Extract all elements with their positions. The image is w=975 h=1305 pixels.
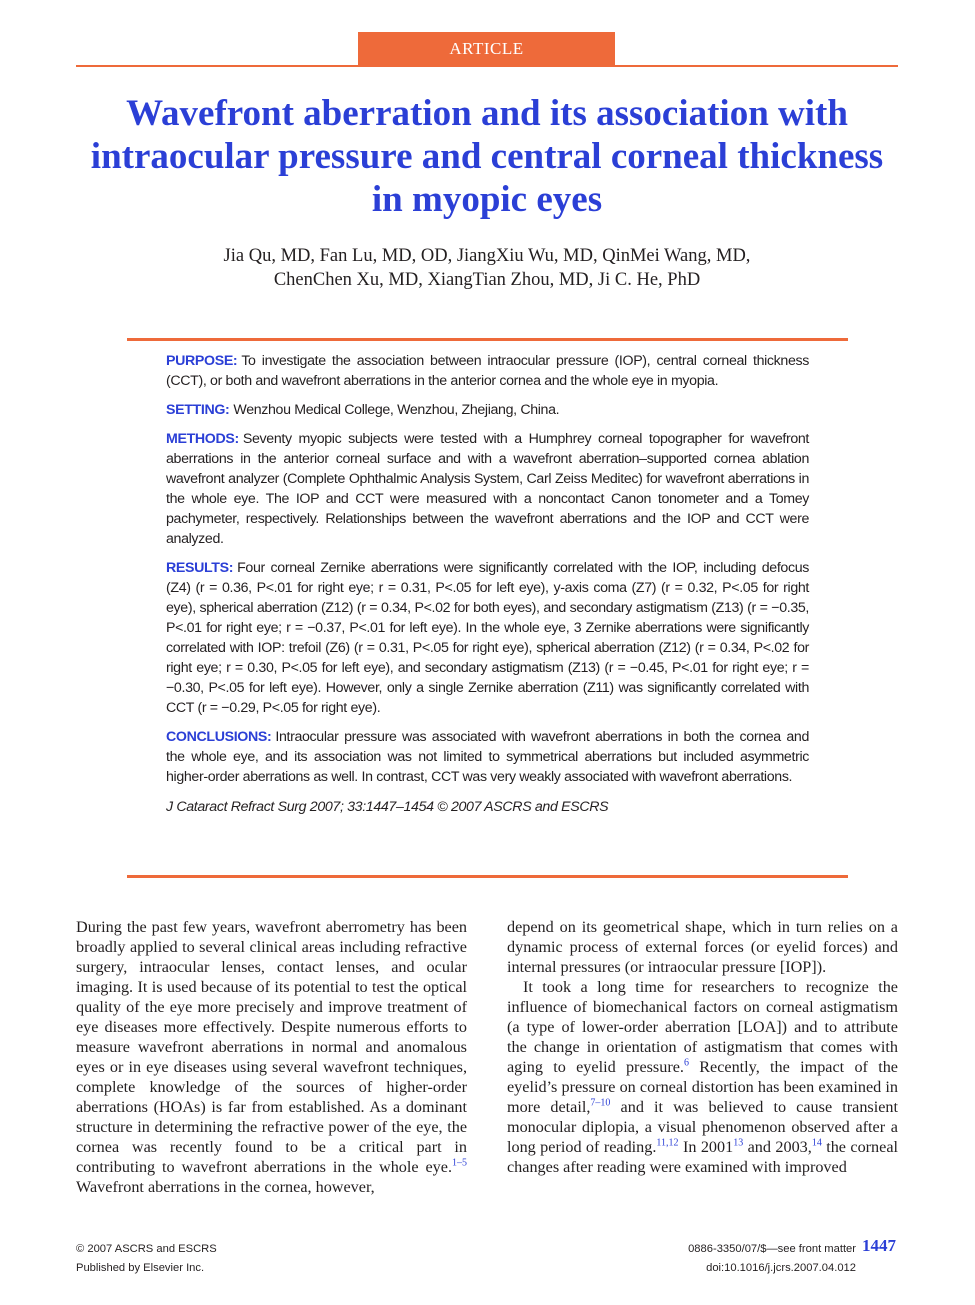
body-paragraph (507, 977, 898, 1177)
methods-heading: METHODS: (166, 431, 239, 447)
reference-link[interactable]: 6 (683, 1057, 689, 1069)
setting-heading: SETTING: (166, 402, 230, 418)
abstract-conclusions (166, 727, 809, 787)
results-text: Four corneal Zernike aberrations were significantly correlated with the IOP, including defocus (Z4) (r = 0.36, P<.01 for right eye; r = 0.31, P<.05 for left eye), y-axis coma (Z7) (r = 0.32, P<.05 for right eye), spherical aberration (Z12) (r = 0.34, P<.02 for both eyes), and secondary astigmatism (Z13) (r = −0.35, P<.01 for right eye; r = −0.37, P<.01 for left eye). In the whole eye, 3 Zernike aberrations were significantly correlated with IOP: trefoil (Z6) (r = 0.31, P<.05 for right eye), spherical aberration (Z12) (r = 0.34, P<.02 for right eye; r = 0.30, P<.05 for left eye), and secondary astigmatism (Z13) (r = −0.45, P<.01 for right eye; r = −0.30, P<.05 for left eye). However, only a single Zernike aberration (Z11) was significantly correlated with CCT (r = −0.29, P<.05 for right eye). (166, 560, 809, 716)
abstract-setting (166, 400, 809, 420)
body-column-left (76, 917, 467, 1197)
results-heading: RESULTS: (166, 560, 234, 576)
footer-publisher: Published by Elsevier Inc. (76, 1262, 205, 1274)
footer-right (640, 1240, 856, 1278)
footer-doi[interactable]: doi:10.1016/j.jcrs.2007.04.012 (706, 1262, 856, 1274)
reference-link[interactable]: 1–5 (452, 1157, 467, 1169)
footer-left (76, 1240, 217, 1278)
left-paragraph-tail: Wavefront aberrations in the cornea, however, (76, 1178, 375, 1196)
paragraph-text: In 2001 (678, 1138, 734, 1156)
body-paragraph: depend on its geometrical shape, which in turn relies on a dynamic process of external forces (or eyelid forces) and internal pressures (or intraocular pressure [IOP]). (507, 918, 898, 976)
abstract-results (166, 558, 809, 718)
methods-text: Seventy myopic subjects were tested with a Humphrey corneal topographer for wavefront aberrations in the anterior corneal surface and with a wavefront aberration–supported cornea ablation wavefront analyzer (Complete Ophthalmic Analysis System, Carl Zeiss Meditec) for wavefront aberrations in the whole eye. The IOP and CCT were measured with a noncontact Canon tonometer and a Tomey pachymeter, respectively. Relationships between the wavefront aberrations and the IOP and CCT were analyzed. (166, 431, 809, 547)
reference-link[interactable]: 14 (811, 1137, 822, 1149)
reference-link[interactable]: 7–10 (590, 1097, 611, 1109)
page-number: 1447 (862, 1236, 896, 1255)
conclusions-heading: CONCLUSIONS: (166, 729, 272, 745)
abstract-top-rule (127, 338, 848, 341)
conclusions-text: Intraocular pressure was associated with wavefront aberrations in both the cornea and the whole eye, and its association was not limited to symmetrical aberrations but included asymmetric higher-order aberrations as well. In contrast, CCT was very weakly associated with wavefront aberrations. (166, 729, 809, 785)
section-label: ARTICLE (358, 32, 615, 66)
paragraph-text: the corneal changes after reading were examined with improved (507, 1138, 899, 1176)
purpose-heading: PURPOSE: (166, 353, 238, 369)
author-list (76, 244, 898, 292)
journal-citation: J Cataract Refract Surg 2007; 33:1447–1454 © 2007 ASCRS and ESCRS (166, 799, 609, 815)
reference-link[interactable]: 11,12 (656, 1137, 679, 1149)
abstract-bottom-rule (127, 875, 848, 878)
setting-text: Wenzhou Medical College, Wenzhou, Zhejiang, China. (233, 402, 560, 418)
paragraph-text: and 2003, (743, 1138, 812, 1156)
body-paragraph (76, 917, 467, 1197)
authors-line-2: ChenChen Xu, MD, XiangTian Zhou, MD, Ji C. He, PhD (273, 270, 701, 290)
footer-issn: 0886-3350/07/$—see front matter (688, 1243, 856, 1255)
abstract (166, 351, 809, 826)
paragraph-text: It took a long time for researchers to recognize the influence of biomechanical factors on corneal astigmatism (a type of lower-order aberration [LOA]) and to attribute the change in orientation of astigmatism that comes with aging to eyelid pressure. (507, 978, 898, 1076)
paragraph-text: and it was believed to cause transient monocular diplopia, a visual phenomenon observed after a long period of reading. (507, 1098, 898, 1156)
paragraph-text: Recently, the impact of the eyelid’s pressure on corneal distortion has been examined in more detail, (507, 1058, 898, 1116)
body-column-right (507, 917, 898, 1177)
authors-line-1: Jia Qu, MD, Fan Lu, MD, OD, JiangXiu Wu, MD, QinMei Wang, MD, (223, 246, 751, 266)
abstract-purpose (166, 351, 809, 391)
left-paragraph-text: During the past few years, wavefront aberrometry has been broadly applied to several clinical areas including refractive surgery, intraocular lenses, contact lenses, and ocular imaging. It is used because of its potential to test the optical quality of the eye more precisely and improve treatment of eye diseases more effectively. Despite numerous efforts to measure wavefront aberrations in normal and anomalous eyes or in eye diseases using several wavefront techniques, complete knowledge of the sources of higher-order aberrations (HOAs) is far from established. As a dominant structure in determining the refractive power of the eye, the cornea was recently found to be a critical part in contributing to wavefront aberrations in the whole eye. (76, 918, 467, 1176)
header-rule (76, 65, 898, 67)
article-title: Wavefront aberration and its association with intraocular pressure and central corneal thickness in myopic eyes (90, 93, 884, 220)
abstract-methods (166, 429, 809, 549)
footer-copyright: © 2007 ASCRS and ESCRS (76, 1243, 217, 1255)
reference-link[interactable]: 13 (733, 1137, 744, 1149)
purpose-text: To investigate the association between intraocular pressure (IOP), central corneal thickness (CCT), or both and wavefront aberrations in the anterior cornea and the whole eye in myopia. (166, 353, 809, 389)
